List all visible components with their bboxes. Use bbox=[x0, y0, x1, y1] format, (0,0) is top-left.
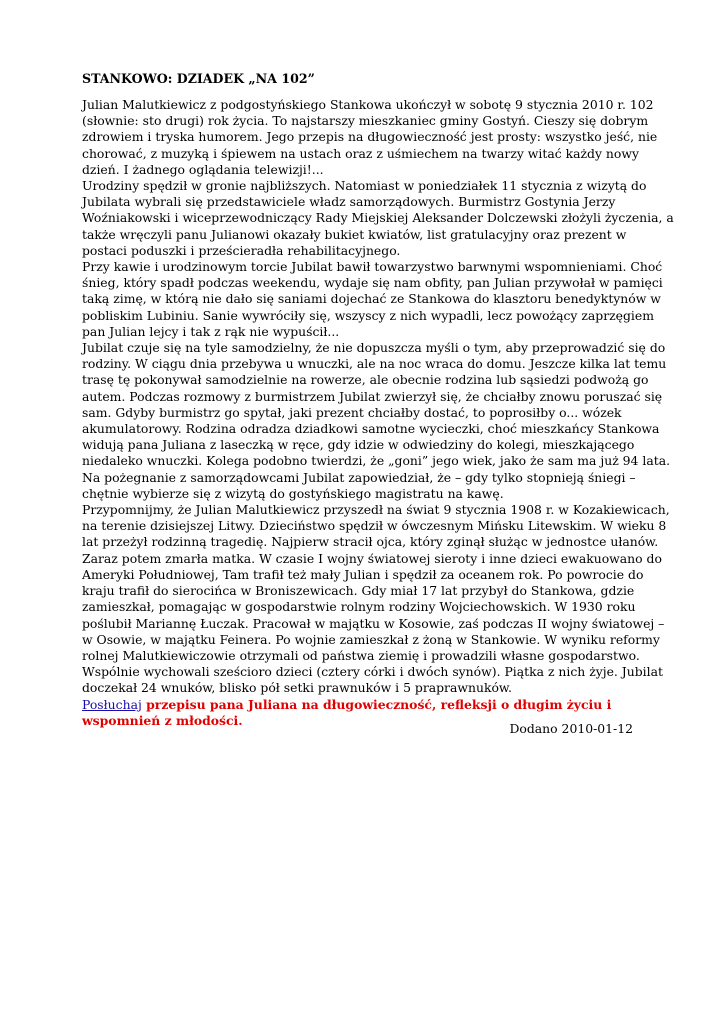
body-line: niedaleko wnuczki. Kolega podobno twierdzi, że „goni” jego wiek, jako że sam ma już 94 lata. bbox=[82, 453, 671, 469]
body-line: akumulatorowy. Rodzina odradza dziadkowi samotne wycieczki, choć mieszkańcy Stankowa bbox=[82, 421, 660, 437]
listen-description-continued: wspomnień z młodości. bbox=[82, 712, 243, 728]
body-line: śnieg, który spadł podczas weekendu, wydaje się nam obfity, pan Julian przywołał w pamięci bbox=[82, 275, 663, 291]
body-line: taką zimę, w którą nie dało się saniami dojechać ze Stankowa do klasztoru benedyktynów w bbox=[82, 291, 661, 307]
body-line: doczekał 24 wnuków, blisko pół setki prawnuków i 5 praprawnuków. bbox=[82, 680, 512, 696]
body-line: pan Julian lejcy i tak z rąk nie wypuścił... bbox=[82, 323, 340, 339]
body-line: Zaraz potem zmarła matka. W czasie I wojny światowej sieroty i inne dzieci ewakuowano do bbox=[82, 550, 662, 566]
body-line: w Osowie, w majątku Feinera. Po wojnie zamieszkał z żoną w Stankowie. W wyniku reformy bbox=[82, 631, 660, 647]
listen-line bbox=[82, 697, 642, 713]
body-line: Przypomnijmy, że Julian Malutkiewicz przyszedł na świat 9 stycznia 1908 r. w Kozakiewicach, bbox=[82, 502, 670, 518]
body-line: autem. Podczas rozmowy z burmistrzem Jubilat zwierzył się, że chciałby znowu poruszać się bbox=[82, 388, 663, 404]
body-line: lat przeżył rodzinną tragedię. Najpierw stracił ojca, który zginął służąc w jednostce ułanów. bbox=[82, 534, 659, 550]
article-title: STANKOWO: DZIADEK „NA 102” bbox=[82, 71, 315, 86]
body-line: Przy kawie i urodzinowym torcie Jubilat bawił towarzystwo barwnymi wspomnieniami. Choć bbox=[82, 259, 663, 275]
body-line: kraju trafił do sierocińca w Broniszewicach. Gdy miał 17 lat przybył do Stankowa, gdzie bbox=[82, 583, 635, 599]
body-line: postaci poduszki i prześcieradła rehabilitacyjnego. bbox=[82, 242, 401, 258]
body-line: (słownie: sto drugi) rok życia. To najstarszy mieszkaniec gminy Gostyń. Cieszy się dobrym bbox=[82, 113, 649, 129]
listen-link[interactable]: Posłuchaj bbox=[82, 696, 142, 712]
body-line: Julian Malutkiewicz z podgostyńskiego Stankowa ukończył w sobotę 9 stycznia 2010 r. 102 bbox=[82, 97, 654, 112]
body-line: sam. Gdyby burmistrz go spytał, jaki prezent chciałby dostać, to poprosiłby o... wózek bbox=[82, 404, 622, 420]
body-line: Jubilata wybrali się przedstawiciele władz samorządowych. Burmistrz Gostynia Jerzy bbox=[82, 194, 616, 210]
date-added: Dodano 2010-01-12 bbox=[509, 721, 633, 736]
body-line: Na pożegnanie z samorządowcami Jubilat zapowiedział, że – gdy tylko stopnieją śniegi – bbox=[82, 469, 636, 485]
body-line: Woźniakowski i wiceprzewodniczący Rady Miejskiej Aleksander Dolczewski złożyli życzenia, a bbox=[82, 210, 674, 226]
body-line: Jubilat czuje się na tyle samodzielny, że nie dopuszcza myśli o tym, aby przeprowadzić się do bbox=[82, 340, 666, 356]
body-line: chorować, z muzyką i śpiewem na ustach oraz z uśmiechem na twarzy witać każdy nowy bbox=[82, 145, 639, 161]
body-line: dzień. I żadnego oglądania telewizji!... bbox=[82, 161, 324, 177]
body-line: zdrowiem i tryska humorem. Jego przepis na długowieczność jest prosty: wszystko jeść, nie bbox=[82, 129, 658, 145]
body-line: rolnej Malutkiewiczowie otrzymali od państwa ziemię i prowadzili własne gospodarstwo. bbox=[82, 647, 640, 663]
article-body bbox=[82, 97, 674, 729]
listen-description: przepisu pana Juliana na długowieczność, refleksji o długim życiu i bbox=[141, 696, 612, 712]
body-line: rodziny. W ciągu dnia przebywa u wnuczki, ale na noc wraca do domu. Jeszcze kilka lat temu bbox=[82, 356, 667, 372]
body-line: Wspólnie wychowali sześcioro dzieci (cztery córki i dwóch synów). Piątka z nich żyje. Jubilat bbox=[82, 664, 663, 680]
body-line: Urodziny spędził w gronie najbliższych. Natomiast w poniedziałek 11 stycznia z wizytą do bbox=[82, 178, 647, 194]
body-line: widują pana Juliana z laseczką w ręce, gdy idzie w odwiedziny do kolegi, mieszkającego bbox=[82, 437, 635, 453]
body-line: na terenie dzisiejszej Litwy. Dzieciństwo spędził w ówczesnym Mińsku Litewskim. W wieku 8 bbox=[82, 518, 667, 534]
body-line: chętnie wybierze się z wizytą do gostyńskiego magistratu na kawę. bbox=[82, 485, 504, 501]
body-line: trasę tę pokonywał samodzielnie na rowerze, ale obecnie rodzina lub sąsiedzi podwożą go bbox=[82, 372, 649, 388]
body-line: poślubił Mariannę Łuczak. Pracował w majątku w Kosowie, zaś podczas II wojny światowej – bbox=[82, 615, 665, 631]
body-line: pobliskim Lubiniu. Sanie wywróciły się, wszyscy z nich wypadli, lecz powożący zaprzęgiem bbox=[82, 307, 654, 323]
body-line: Ameryki Południowej, Tam trafił też mały Julian i spędził za oceanem rok. Po powrocie do bbox=[82, 566, 644, 582]
body-line: także wręczyli panu Julianowi okazały bukiet kwiatów, list gratulacyjny oraz prezent w bbox=[82, 226, 627, 242]
body-line: zamieszkał, pomagając w gospodarstwie rolnym rodziny Wojciechowskich. W 1930 roku bbox=[82, 599, 636, 615]
